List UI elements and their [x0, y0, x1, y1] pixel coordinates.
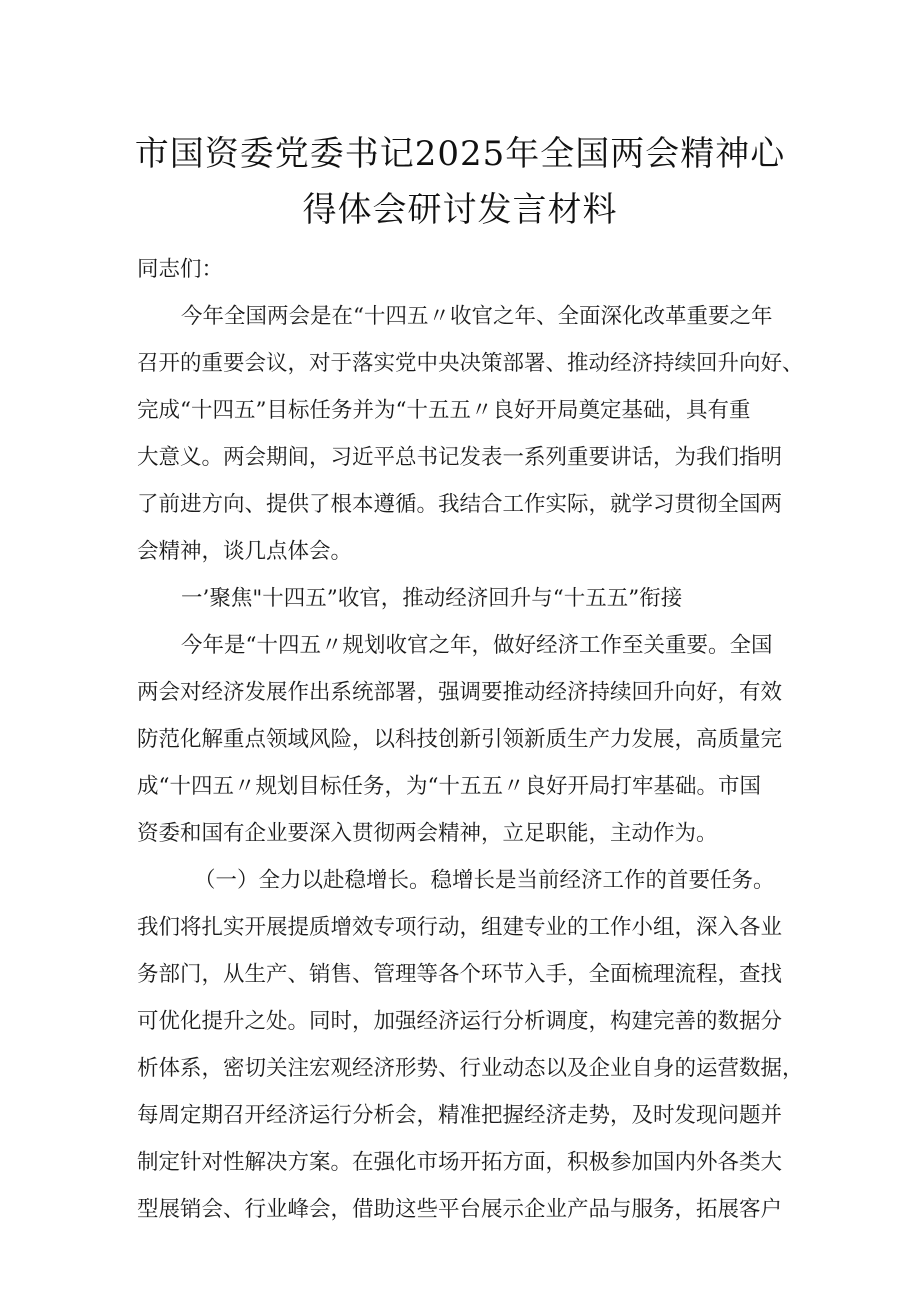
- paragraph-line: 召开的重要会议，对于落实党中央决策部署、推动经济持续回升向好、: [137, 351, 804, 376]
- paragraph-line: 成“十四五〃规划目标任务，为“十五五〃良好开局打牢基础。市国: [137, 774, 761, 799]
- paragraph-line: 大意义。两会期间，习近平总书记发表一系列重要讲话，为我们指明: [137, 445, 783, 470]
- paragraph-line: 防范化解重点领域风险，以科技创新引领新质生产力发展，高质量完: [137, 727, 783, 752]
- paragraph-line: 会精神，谈几点体会。: [137, 539, 353, 564]
- paragraph-line: 今年是“十四五〃规划收官之年，做好经济工作至关重要。全国: [181, 633, 773, 658]
- document-title-line-2: 得体会研讨发言材料: [302, 190, 618, 230]
- paragraph-line: 型展销会、行业峰会，借助这些平台展示企业产品与服务，拓展客户: [137, 1197, 783, 1222]
- paragraph-line: 两会对经济发展作出系统部署，强调要推动经济持续回升向好，有效: [137, 680, 783, 705]
- paragraph-line: 我们将扎实开展提质增效专项行动，组建专业的工作小组，深入各业: [137, 915, 783, 940]
- salutation: 同志们：: [137, 257, 224, 282]
- subsection-heading: （一）全力以赴稳增长。稳增长是当前经济工作的首要任务。: [194, 868, 775, 893]
- paragraph-line: 完成“十四五”目标任务并为“十五五〃良好开局奠定基础，具有重: [137, 398, 751, 423]
- paragraph-line: 资委和国有企业要深入贯彻两会精神，立足职能，主动作为。: [137, 821, 718, 846]
- paragraph-line: 析体系，密切关注宏观经济形势、行业动态以及企业自身的运营数据，: [137, 1056, 804, 1081]
- paragraph-line: 了前进方向、提供了根本遵循。我结合工作实际，就学习贯彻全国两: [137, 492, 783, 517]
- paragraph-line: 务部门，从生产、销售、管理等各个环节入手，全面梳理流程，查找: [137, 962, 783, 987]
- document-title-line-1: 市国资委党委书记2025年全国两会精神心: [134, 134, 786, 174]
- paragraph-line: 制定针对性解决方案。在强化市场开拓方面，积极参加国内外各类大: [137, 1150, 783, 1175]
- paragraph-line: 可优化提升之处。同时，加强经济运行分析调度，构建完善的数据分: [137, 1009, 783, 1034]
- paragraph-line: 每周定期召开经济运行分析会，精准把握经济走势，及时发现问题并: [137, 1103, 783, 1128]
- paragraph-line: 今年全国两会是在“十四五〃收官之年、全面深化改革重要之年: [181, 304, 773, 329]
- section-heading: 一’聚焦"十四五”收官，推动经济回升与“十五五”衔接: [181, 586, 683, 611]
